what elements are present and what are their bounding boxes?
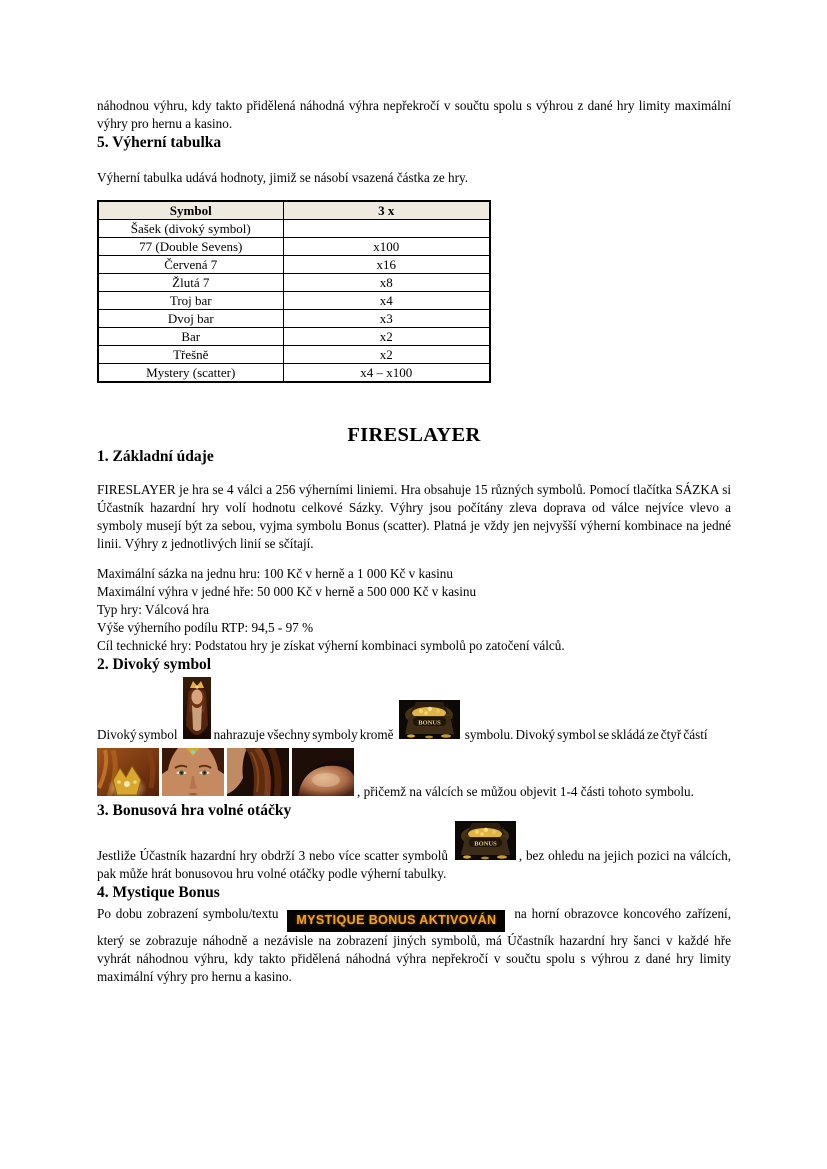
paytable-header-3x: 3 x (283, 201, 490, 220)
section-3-heading: 3. Bonusová hra volné otáčky (97, 802, 292, 819)
bonus-scatter-image (399, 700, 460, 739)
table-row: Bar x2 (98, 328, 490, 346)
paytable-header-symbol: Symbol (98, 201, 283, 220)
wild-part-hair-image (227, 748, 289, 796)
bonus-text-1: Jestliže Účastník hazardní hry obdrží 3 nebo více scatter symbolů (97, 848, 448, 863)
wild-symbol-paragraph (97, 677, 731, 744)
basic-info-paragraph: FIRESLAYER je hra se 4 válci a 256 výherními liniemi. Hra obsahuje 15 různých symbolů. Pomocí tlačítka SÁZKA si Účastník hazardní hry volí hodnotu celkové Sázky. Výhry jsou počítány zleva doprava od válce nejvíce vlevo a symboly musejí být za sebou, vyjma symbolu Bonus (scatter). Platná je vždy jen nejvyšší výherní kombinace na jedné linii. Výhry z jednotlivých linií se sčítají. (97, 482, 731, 551)
max-win-line: Maximální výhra v jedné hře: 50 000 Kč v herně a 500 000 Kč v kasinu (97, 584, 477, 599)
mystique-banner-label: MYSTIQUE BONUS AKTIVOVÁN (296, 913, 497, 927)
mystique-text-2: na horní obrazovce koncového zařízení, který se zobrazuje náhodně a nezávisle na zobrazení jiných symbolů, má Účastník hazardní hry šanci v každé hře vyhrát náhodnou výhru, kdy takto přidělená náhodná výhra nepřekročí v součtu spolu s výhrou z dané hry limity maximální výhry pro hernu a kasino. (97, 906, 732, 984)
section-5-heading: 5. Výherní tabulka (97, 134, 222, 151)
game-title: FIRESLAYER (347, 424, 481, 446)
paytable (97, 200, 491, 383)
mystique-bonus-paragraph (97, 905, 731, 986)
section-1-heading: 1. Základní údaje (97, 448, 214, 465)
wild-parts-paragraph (97, 748, 731, 801)
max-bet-line: Maximální sázka na jednu hru: 100 Kč v herně a 1 000 Kč v kasinu (97, 566, 453, 581)
section-4-heading: 4. Mystique Bonus (97, 884, 220, 901)
wild-part-face-image (162, 748, 224, 796)
wild-parts-text: , přičemž na válcích se můžou objevit 1-4 části tohoto symbolu. (357, 784, 694, 799)
paytable-header-row (98, 201, 490, 220)
continuation-paragraph: náhodnou výhru, kdy takto přidělená náhodná výhra nepřekročí v součtu spolu s výhrou z dané hry limity maximální výhry pro hernu a kasino. (97, 98, 731, 131)
bonus-game-paragraph (97, 821, 731, 883)
wild-part-shoulder-image (292, 748, 354, 796)
game-parameters (97, 565, 731, 655)
paytable-intro: Výherní tabulka udává hodnoty, jimiž se násobí vsazená částka ze hry. (97, 170, 469, 185)
bonus-scatter-image (455, 821, 516, 860)
rtp-line: Výše výherního podílu RTP: 94,5 - 97 % (97, 620, 314, 635)
wild-text-1: Divoký symbol (97, 727, 178, 742)
section-2-heading: 2. Divoký symbol (97, 656, 212, 673)
game-goal-line: Cíl technické hry: Podstatou hry je získat výherní kombinaci symbolů po zatočení válců. (97, 638, 565, 653)
mystique-text-1: Po dobu zobrazení symbolu/textu (97, 906, 279, 921)
wild-text-3: symbolu. Divoký symbol se skládá ze čtyř částí (464, 727, 708, 742)
game-type-line: Typ hry: Válcová hra (97, 602, 209, 617)
table-row: 77 (Double Sevens) x100 (98, 238, 490, 256)
table-row: Dvoj bar x3 (98, 310, 490, 328)
wild-part-crown-image (97, 748, 159, 796)
wild-text-2: nahrazuje všechny symboly kromě (213, 727, 394, 742)
table-row: Žlutá 7 x8 (98, 274, 490, 292)
table-row: Šašek (divoký symbol) (98, 220, 490, 238)
svg-text:BONUS: BONUS (417, 719, 441, 727)
svg-text:BONUS: BONUS (474, 840, 497, 848)
table-row: Červená 7 x16 (98, 256, 490, 274)
table-row: Troj bar x4 (98, 292, 490, 310)
wild-symbol-image (183, 677, 211, 739)
bonus-text-2: , bez ohledu na jejich pozici na válcích, pak může hrát bonusovou hru volné otáčky podle výherní tabulky. (97, 848, 731, 881)
table-row: Třešně x2 (98, 346, 490, 364)
mystique-bonus-banner (287, 910, 505, 932)
table-row: Mystery (scatter) x4 – x100 (98, 364, 490, 383)
